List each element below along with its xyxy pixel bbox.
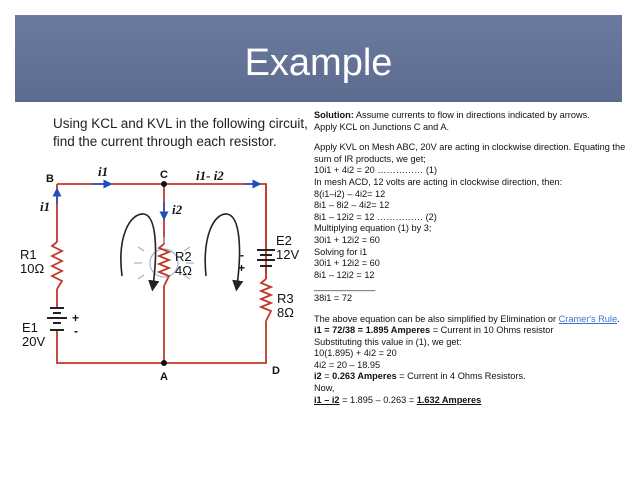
label-node-b: B bbox=[46, 173, 54, 185]
solution-line-18: i1 = 72/38 = 1.895 Amperes = Current in 10 Ohms resistor bbox=[314, 325, 554, 336]
r2-resistor bbox=[159, 244, 169, 286]
problem-statement: Using KCL and KVL in the following circuit, find the current through each resistor. bbox=[53, 116, 308, 149]
solution-line-10: Multiplying equation (1) by 3; bbox=[314, 223, 432, 234]
e1-plus-sign: + bbox=[72, 311, 80, 325]
label-r3-value: 8Ω bbox=[277, 305, 294, 320]
solution-line-6: In mesh ACD, 12 volts are acting in clockwise direction, then: bbox=[314, 176, 563, 187]
label-r1-name: R1 bbox=[20, 247, 37, 262]
label-e2-value: 12V bbox=[276, 247, 300, 262]
e1-minus-sign: - bbox=[74, 324, 78, 338]
solution-line-3: Apply KVL on Mesh ABC, 20V are acting in clockwise direction. Equating the bbox=[314, 142, 626, 153]
solution-line-9: 8i1 – 12i2 = 12 …………… (2) bbox=[314, 211, 437, 222]
solution-line-20: 10(1.895) + 4i2 = 20 bbox=[314, 348, 397, 359]
e1-battery bbox=[47, 308, 67, 330]
solution-line-1: Solution: Assume currents to flow in directions indicated by arrows. bbox=[314, 110, 590, 120]
label-i1-top: i1 bbox=[98, 164, 109, 179]
label-node-a: A bbox=[160, 371, 168, 383]
solution-line-5: 10i1 + 4i2 = 20 …………… (1) bbox=[314, 165, 438, 176]
solution-heading: Solution: bbox=[314, 110, 354, 120]
solution-line-22: i2 = 0.263 Amperes = Current in 4 Ohms Resistors. bbox=[314, 371, 526, 382]
solution-line-12: Solving for i1 bbox=[314, 246, 368, 257]
label-r1-value: 10Ω bbox=[20, 261, 45, 276]
solution-line-15: ____________ bbox=[314, 281, 376, 292]
solution-line-8: 8i1 – 8i2 – 4i2= 12 bbox=[314, 200, 390, 211]
r1-resistor bbox=[52, 242, 62, 289]
solution-line-2: Apply KCL on Junctions C and A. bbox=[314, 121, 449, 132]
label-r3-name: R3 bbox=[277, 291, 294, 306]
mesh-abc-loop-arrow bbox=[121, 214, 156, 286]
label-r2-value: 4Ω bbox=[175, 263, 192, 278]
e2-plus-sign: + bbox=[238, 261, 246, 275]
solution-line-11: 30i1 + 12i2 = 60 bbox=[314, 234, 380, 245]
solution-line-4: sum of IR products, we get; bbox=[314, 153, 426, 164]
solution-line-13: 30i1 + 12i2 = 60 bbox=[314, 258, 380, 269]
label-e1-name: E1 bbox=[22, 320, 38, 335]
solution-line-19: Substituting this value in (1), we get: bbox=[314, 336, 462, 347]
solution-line-24: i1 – i2 = 1.895 – 0.263 = 1.632 Amperes bbox=[314, 394, 482, 405]
solution-line-23: Now, bbox=[314, 383, 335, 394]
label-node-c: C bbox=[160, 169, 168, 181]
label-e1-value: 20V bbox=[22, 334, 46, 349]
solution-line-16: 38i1 = 72 bbox=[314, 292, 353, 303]
cramers-rule-link[interactable]: Cramer's Rule bbox=[558, 313, 618, 324]
slide-title: Example bbox=[244, 42, 393, 84]
label-e2-name: E2 bbox=[276, 233, 292, 248]
circuit-diagram bbox=[20, 158, 310, 388]
solution-line-17: The above equation can be also simplified by Elimination or Cramer's Rule. bbox=[314, 313, 620, 324]
node-a-dot bbox=[161, 360, 167, 366]
label-i2: i2 bbox=[172, 202, 183, 217]
label-i1-left: i1 bbox=[40, 199, 51, 214]
label-r2-name: R2 bbox=[175, 249, 192, 264]
e2-minus-sign: - bbox=[240, 248, 244, 262]
solution-line-21: 4i2 = 20 – 18.95 bbox=[314, 359, 381, 370]
mesh-acd-loop-arrow bbox=[205, 214, 239, 286]
label-i1-minus-i2: i1- i2 bbox=[196, 168, 224, 183]
solution-line-14: 8i1 – 12i2 = 12 bbox=[314, 269, 375, 280]
solution-text bbox=[314, 110, 624, 406]
r3-resistor bbox=[261, 279, 271, 321]
solution-line-7: 8(i1–i2) – 4i2= 12 bbox=[314, 188, 386, 199]
node-c-dot bbox=[161, 181, 167, 187]
label-node-d: D bbox=[272, 365, 280, 377]
